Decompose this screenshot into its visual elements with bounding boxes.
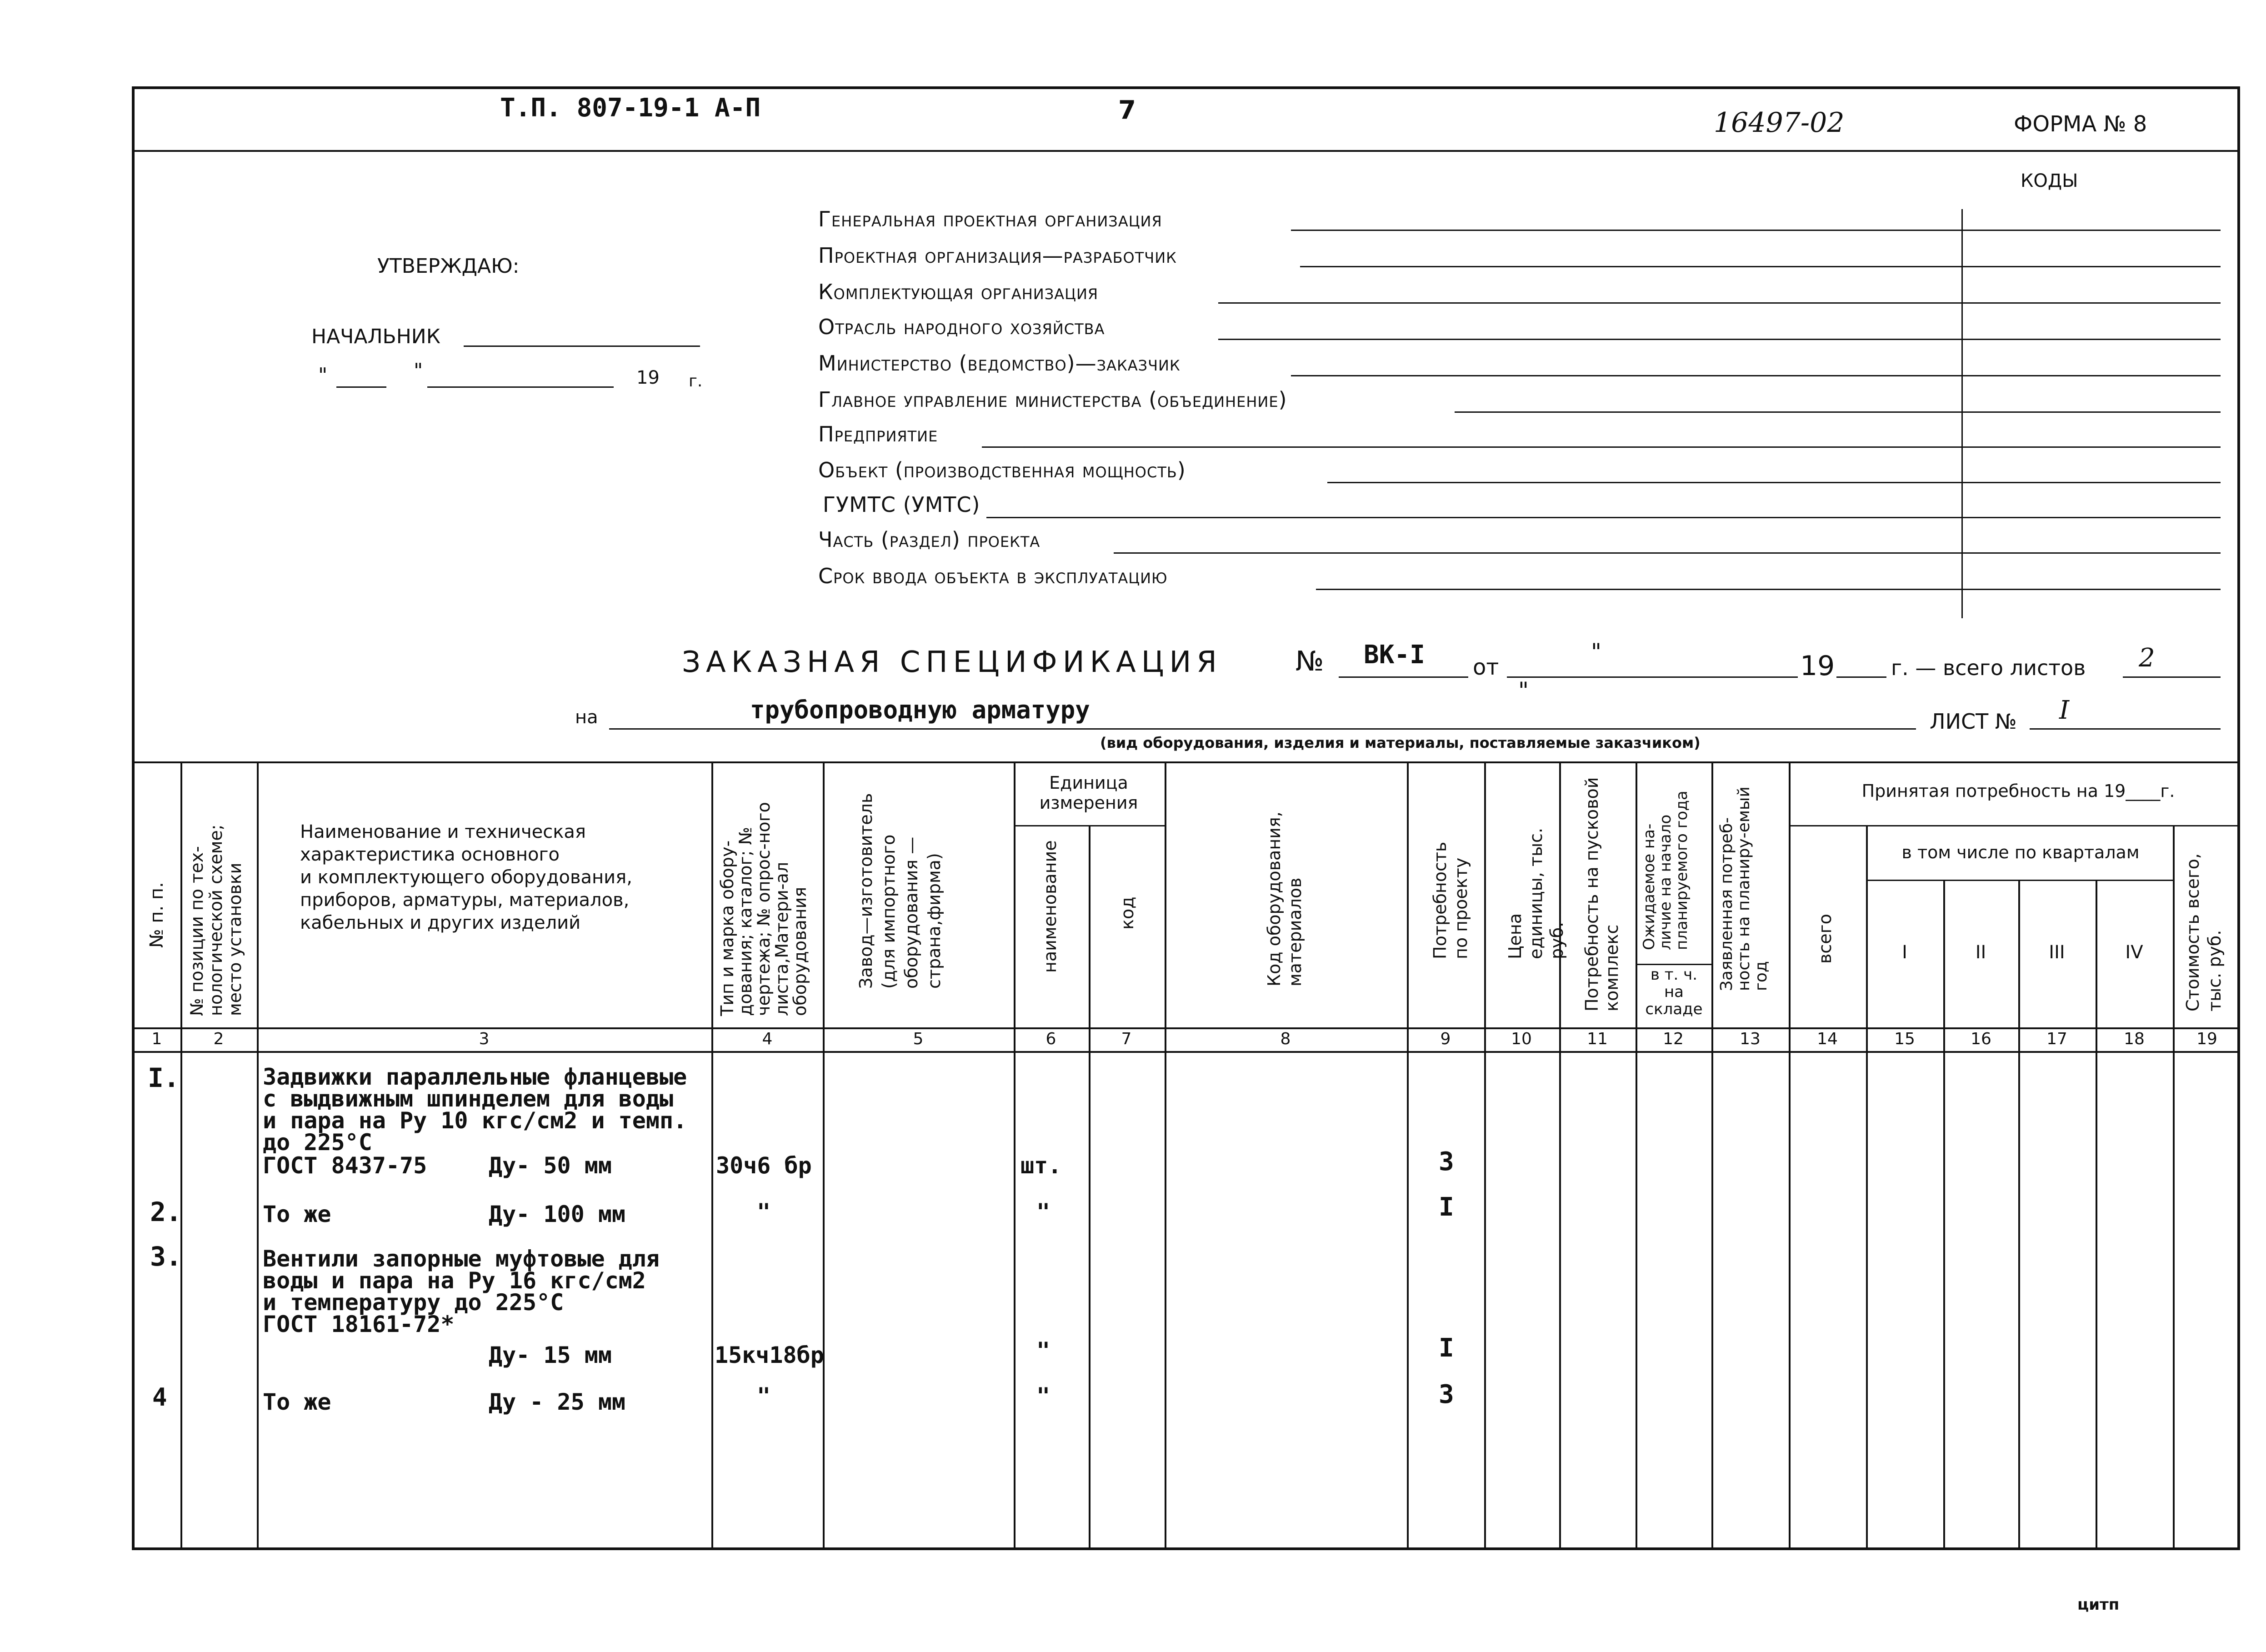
column-number: 13: [1740, 1030, 1761, 1048]
spec-total-sheets: 2: [2139, 643, 2155, 673]
col-header-16: II: [1975, 942, 1986, 963]
column-number: 11: [1587, 1030, 1608, 1048]
chief-label: НАЧАЛЬНИК: [311, 325, 440, 348]
org-field-line: [1300, 266, 2221, 267]
row-4-number: 4: [152, 1383, 167, 1412]
unit-group-header: Единица измерения: [1039, 773, 1138, 813]
row-4-quantity: 3: [1439, 1380, 1454, 1409]
column-number: 8: [1280, 1030, 1291, 1048]
column-number: 10: [1511, 1030, 1532, 1048]
column-number-row-top: [132, 1027, 2240, 1029]
spec-year: 19: [1800, 650, 1835, 682]
column-number: 9: [1440, 1030, 1451, 1048]
org-field-label: Генеральная проектная организация: [818, 207, 1162, 231]
spec-date-line: [1507, 676, 1798, 678]
unit-group-divider: [1014, 825, 1165, 826]
row-3-number: 3.: [150, 1241, 182, 1272]
spec-sheet-label: ЛИСТ №: [1930, 709, 2017, 734]
col-header-14: всего: [1815, 914, 1835, 964]
approval-year: 19: [636, 367, 660, 388]
date-close-quote: ": [414, 359, 423, 382]
row-2-description: То же: [263, 1201, 331, 1227]
col-header-11: Потребность на пусковой комплекс: [1582, 777, 1622, 1011]
row-3-size: Ду- 15 мм: [489, 1342, 612, 1368]
column-number: 1: [151, 1030, 162, 1048]
spec-sheet-number: I: [2059, 696, 2070, 725]
spec-quote-top: ": [1591, 639, 1601, 665]
row-2-size: Ду- 100 мм: [489, 1201, 626, 1227]
org-field-line: [1218, 302, 2221, 304]
footer-mark: цитп: [2077, 1596, 2120, 1614]
row-1-quantity: 3: [1439, 1147, 1454, 1176]
col-header-9: Потребность по проекту: [1430, 841, 1471, 959]
col-header-8: Код оборудования, материалов: [1264, 811, 1305, 986]
org-field-label: Предприятие: [818, 422, 938, 446]
row-1-description: Задвижки параллельные фланцевые с выдвижным шпинделем для воды и пара на Ру 10 кгс/см2 и темп. до 225°С: [263, 1064, 687, 1156]
row-3-type: 15кч18бр: [715, 1342, 824, 1368]
row-4-description: То же: [263, 1389, 331, 1415]
approval-year-suffix: г.: [689, 372, 703, 390]
col-header-13: Заявленная потреб-ность на планиру-емый год: [1717, 786, 1771, 991]
org-field-line: [986, 517, 2221, 518]
page-number: 7: [1118, 95, 1136, 125]
org-field-line: [982, 446, 2221, 448]
need-group-divider: [1789, 825, 2240, 826]
codes-column-divider: [1961, 209, 1963, 618]
column-number: 12: [1663, 1030, 1684, 1048]
row-1-size: Ду- 50 мм: [489, 1152, 612, 1179]
approval-title: УТВЕРЖДАЮ:: [377, 255, 520, 278]
col-header-10: Цена единицы, тыс. руб.: [1505, 827, 1567, 959]
spec-quote-bottom: ": [1518, 677, 1529, 704]
col-header-3: Наименование и техническая характеристика основного и комплектующего оборудования, приборов, арматуры, материалов, кабельных и других изделий: [300, 821, 632, 933]
row-2-type: ": [757, 1199, 771, 1225]
column-number: 5: [913, 1030, 924, 1048]
org-field-label: ГУМТС (УМТС): [823, 492, 980, 517]
column-number: 3: [479, 1030, 490, 1048]
col-header-18: IV: [2125, 942, 2143, 963]
form-label: ФОРМА № 8: [2014, 111, 2147, 137]
column-number: 15: [1894, 1030, 1915, 1048]
spec-total-line: [2123, 676, 2221, 678]
date-day-line: [336, 386, 386, 388]
spec-year-line: [1836, 676, 1886, 678]
org-field-line: [1114, 552, 2221, 554]
row-3-description: Вентили запорные муфтовые для воды и пара на Ру 16 кгс/см2 и температуру до 225°С ГОСТ 18161-72*: [263, 1246, 660, 1337]
codes-label: КОДЫ: [2021, 170, 2078, 191]
col-header-1: № п. п.: [146, 882, 167, 948]
spec-subject-note: (вид оборудования, изделия и материалы, поставляемые заказчиком): [1100, 734, 1701, 751]
col-header-12-sub: в т. ч. на складе: [1645, 966, 1703, 1018]
org-field-label: Срок ввода объекта в эксплуатацию: [818, 564, 1168, 588]
column-number: 6: [1045, 1030, 1056, 1048]
quarter-group-header: в том числе по кварталам: [1901, 842, 2140, 862]
spec-number-label: №: [1296, 646, 1324, 677]
row-3-quantity: I: [1439, 1333, 1454, 1363]
stock-sub-divider: [1636, 964, 1711, 965]
col-header-19: Стоимость всего, тыс. руб.: [2183, 853, 2225, 1011]
col-header-4: Тип и марка обору-дования; каталог; № чертежа; № опрос-ного листа,Матери-ал оборудования: [717, 802, 810, 1016]
spec-number-line: [1339, 676, 1468, 678]
col-header-5: Завод—изготовитель (для импортного оборудования —страна,фирма): [856, 793, 944, 989]
column-number: 7: [1121, 1030, 1132, 1048]
org-field-label: Комплектующая организация: [818, 280, 1099, 304]
need-group-header: Принятая потребность на 19____г.: [1861, 781, 2175, 801]
row-3-unit: ": [1036, 1337, 1050, 1364]
row-2-quantity: I: [1439, 1192, 1454, 1222]
org-field-label: Объект (производственная мощность): [818, 458, 1186, 482]
column-number: 14: [1817, 1030, 1838, 1048]
date-month-line: [427, 386, 614, 388]
col-header-2: № позиции по тех-нологической схеме; место установки: [187, 824, 245, 1016]
org-field-line: [1316, 589, 2221, 590]
spec-subject-line: [609, 728, 1916, 730]
org-field-label: Министерство (ведомство)—заказчик: [818, 351, 1181, 375]
col-header-6: наименование: [1040, 840, 1060, 973]
row-2-number: 2.: [150, 1196, 182, 1227]
row-1-unit: шт.: [1020, 1152, 1062, 1179]
row-2-unit: ": [1036, 1199, 1050, 1225]
spec-subject: трубопроводную арматуру: [750, 696, 1090, 724]
org-field-line: [1291, 230, 2221, 231]
spec-sheet-line: [2030, 728, 2221, 730]
row-4-unit: ": [1036, 1383, 1050, 1409]
org-field-label: Проектная организация—разработчик: [818, 243, 1177, 268]
top-strip-divider: [132, 150, 2240, 152]
spec-title: ЗАКАЗНАЯ СПЕЦИФИКАЦИЯ: [682, 646, 1222, 679]
row-1-gost: ГОСТ 8437-75: [263, 1152, 427, 1179]
col-header-15: I: [1902, 942, 1907, 963]
date-open-quote: ": [318, 364, 328, 387]
spec-number-value: ВК-I: [1364, 640, 1425, 670]
quarter-group-divider: [1866, 880, 2173, 881]
row-1-type: 30ч6 бр: [716, 1152, 812, 1179]
org-field-label: Отрасль народного хозяйства: [818, 315, 1105, 339]
column-number: 17: [2046, 1030, 2067, 1048]
column-number: 4: [762, 1030, 773, 1048]
org-field-line: [1455, 411, 2221, 413]
spec-year-suffix: г. — всего листов: [1891, 656, 2086, 680]
org-field-line: [1218, 339, 2221, 340]
chief-signature-line: [464, 345, 700, 347]
row-4-size: Ду - 25 мм: [489, 1389, 626, 1415]
org-field-line: [1291, 375, 2221, 376]
table-top-border: [132, 761, 2240, 763]
row-4-type: ": [757, 1383, 771, 1409]
org-field-label: Часть (раздел) проекта: [818, 527, 1040, 552]
col-header-17: III: [2049, 942, 2065, 963]
column-number: 19: [2196, 1030, 2217, 1048]
column-number: 2: [213, 1030, 224, 1048]
column-number-row-bottom: [132, 1051, 2240, 1053]
col-header-7: код: [1117, 896, 1137, 930]
doc-number: 16497-02: [1714, 107, 1845, 139]
row-1-number: I.: [148, 1062, 180, 1093]
column-number: 18: [2124, 1030, 2145, 1048]
spec-on-label: на: [575, 707, 598, 728]
org-field-line: [1327, 482, 2221, 483]
col-header-12: Ожидаемое на-личие на начало планируемого года: [1640, 791, 1691, 950]
org-field-label: Главное управление министерства (объединение): [818, 387, 1287, 412]
spec-from-label: от: [1473, 655, 1499, 680]
doc-code: Т.П. 807-19-1 А-П: [500, 93, 761, 123]
column-number: 16: [1971, 1030, 1991, 1048]
